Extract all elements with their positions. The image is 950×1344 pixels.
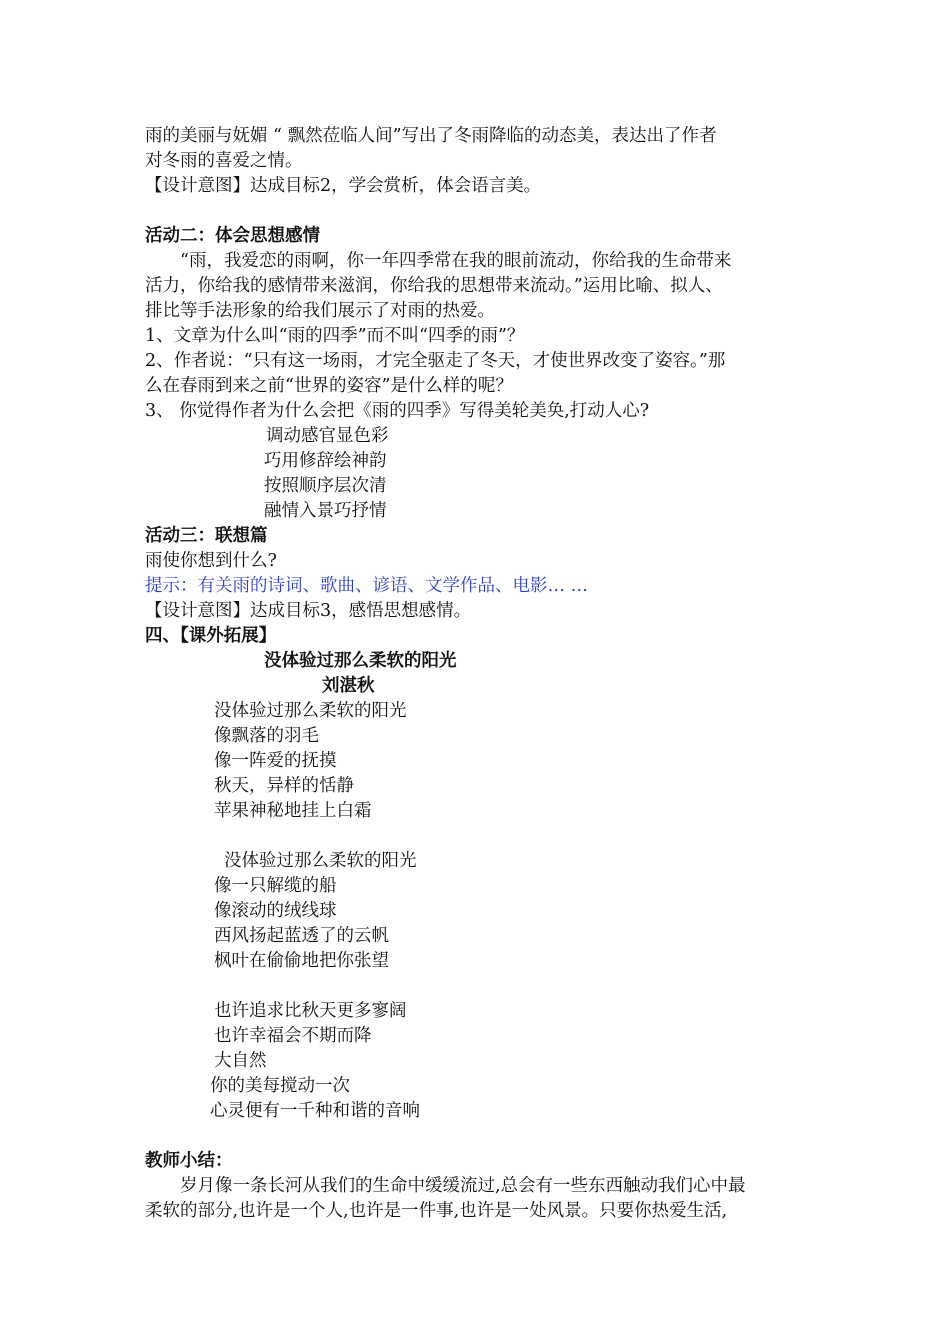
design-intent-2: 【设计意图】达成目标2，学会赏析，体会语言美。 [145, 176, 542, 196]
activity2-para-line: “雨，我爱恋的雨啊，你一年四季常在我的眼前流动，你给我的生命带来 [180, 251, 732, 271]
poem-line: 像滚动的绒线球 [214, 901, 337, 921]
activity3-hint: 提示：有关雨的诗词、歌曲、谚语、文学作品、电影… … [145, 576, 589, 596]
summary-line: 柔软的部分,也许是一个人,也许是一件事,也许是一处风景。只要你热爱生活, [145, 1201, 728, 1221]
poem-line: 大自然 [214, 1051, 267, 1071]
summary-line: 岁月像一条长河从我们的生命中缓缓流过,总会有一些东西触动我们心中最 [180, 1176, 746, 1196]
poem-line: 秋天，异样的恬静 [214, 776, 354, 796]
poem-line: 枫叶在偷偷地把你张望 [214, 951, 389, 971]
poem-author: 刘湛秋 [322, 676, 375, 696]
poem-line: 西风扬起蓝透了的云帆 [214, 926, 389, 946]
question-2-line-2: 么在春雨到来之前“世界的姿容”是什么样的呢？ [145, 376, 513, 396]
poem-title: 没体验过那么柔软的阳光 [264, 651, 457, 671]
poem-line: 像一阵爱的抚摸 [214, 751, 337, 771]
poem-line: 苹果神秘地挂上白霜 [214, 801, 372, 821]
activity2-para-line: 排比等手法形象的给我们展示了对雨的热爱。 [145, 301, 495, 321]
intro-line-2: 对冬雨的喜爱之情。 [145, 151, 303, 171]
activity3-heading: 活动三：联想篇 [145, 526, 268, 546]
poem-line: 像飘落的羽毛 [214, 726, 319, 746]
design-intent-3: 【设计意图】达成目标3，感悟思想感情。 [145, 601, 472, 621]
activity2-para-line: 活力，你给我的感情带来滋润，你给我的思想带来流动。”运用比喻、拟人、 [145, 276, 723, 296]
summary-heading: 教师小结： [145, 1151, 233, 1171]
poem-line: 像一只解缆的船 [214, 876, 337, 896]
question-2-line-1: 2、作者说：“只有这一场雨，才完全驱走了冬天，才使世界改变了姿容。”那 [145, 351, 726, 371]
poem-line: 也许追求比秋天更多寥阔 [214, 1001, 407, 1021]
answer-item: 调动感官显色彩 [266, 426, 389, 446]
poem-line: 没体验过那么柔软的阳光 [214, 701, 407, 721]
answer-item: 巧用修辞绘神韵 [264, 451, 387, 471]
answer-item: 按照顺序层次清 [264, 476, 387, 496]
poem-line: 心灵便有一千种和谐的音响 [210, 1101, 420, 1121]
question-3: 3、 你觉得作者为什么会把《雨的四季》写得美轮美奂,打动人心? [145, 401, 650, 421]
activity3-question: 雨使你想到什么? [145, 551, 277, 571]
poem-line: 你的美每搅动一次 [210, 1076, 350, 1096]
extension-heading: 四、【课外拓展】 [145, 626, 277, 646]
activity2-heading: 活动二：体会思想感情 [145, 226, 320, 246]
intro-line-1: 雨的美丽与妩媚 “ 飘然莅临人间”写出了冬雨降临的动态美，表达出了作者 [145, 126, 717, 146]
question-1: 1、文章为什么叫“雨的四季”而不叫“四季的雨”？ [145, 326, 525, 346]
answer-item: 融情入景巧抒情 [264, 501, 387, 521]
poem-line: 没体验过那么柔软的阳光 [224, 851, 417, 871]
poem-line: 也许幸福会不期而降 [214, 1026, 372, 1046]
